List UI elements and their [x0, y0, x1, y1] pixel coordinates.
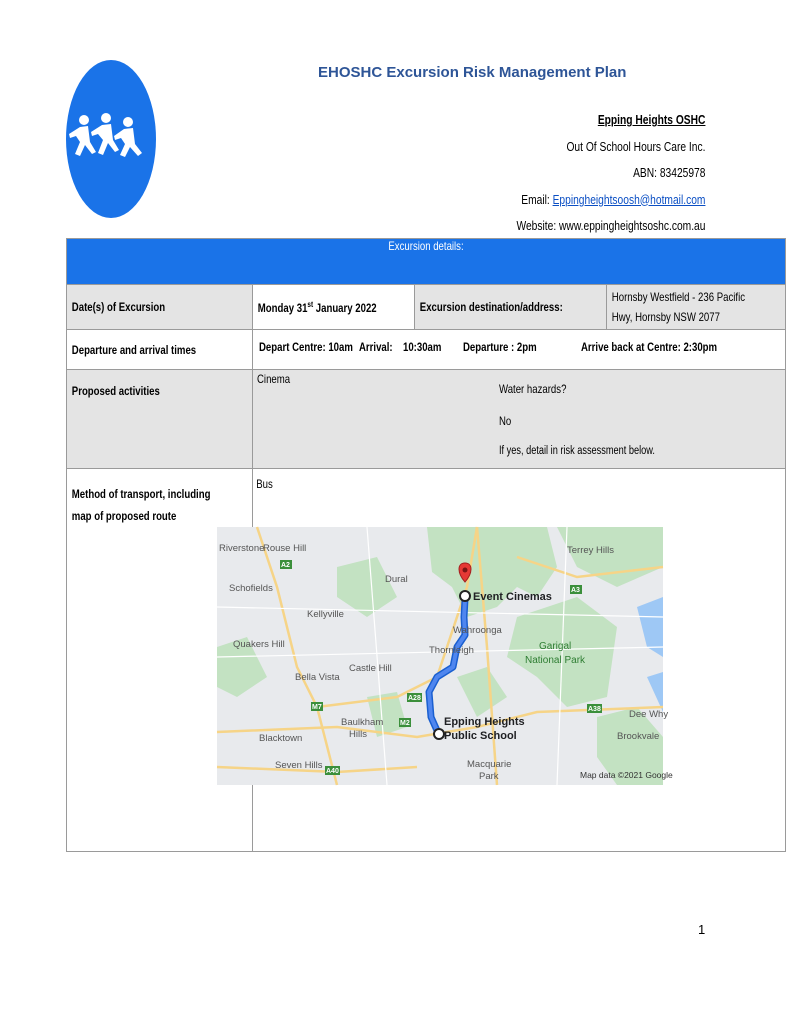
road-m2: M2 — [400, 720, 410, 727]
place-riverstone: Riverstone — [219, 543, 265, 554]
org-abn: ABN: 83425978 — [632, 166, 705, 180]
times-value-cell — [253, 330, 786, 370]
transport-value: Bus — [256, 477, 274, 491]
road-a28: A28 — [408, 695, 421, 702]
org-type: Out Of School Hours Care Inc. — [565, 139, 705, 154]
origin-marker[interactable] — [434, 729, 444, 739]
dates-value — [253, 300, 381, 315]
place-macquarie: Macquarie — [467, 759, 512, 770]
activities-label-cell — [67, 370, 253, 469]
road-a2: A2 — [281, 562, 290, 569]
road-m7: M7 — [312, 704, 322, 711]
map-attribution: Map data ©2021 Google — [580, 770, 673, 780]
activities-value-cell — [253, 370, 786, 469]
place-bella-vista: Bella Vista — [295, 672, 340, 683]
destination-line-1: Hornsby Westfield - 236 Pacific — [611, 290, 745, 304]
org-website: Website: www.eppingheightsoshc.com.au — [516, 219, 705, 233]
place-dee-why: Dee Why — [629, 709, 669, 720]
arrival-label: Arrival: — [359, 339, 393, 354]
dates-day: Monday 31 — [258, 300, 308, 315]
place-castle-hill: Castle Hill — [349, 663, 392, 674]
dates-value-cell — [253, 285, 415, 330]
destination-value-cell — [606, 285, 786, 330]
arrive-back-time: Arrive back at Centre: 2:30pm — [581, 339, 718, 354]
destination-dot — [460, 591, 470, 601]
dates-label-cell — [67, 285, 253, 330]
departure-time: Departure : 2pm — [463, 339, 537, 354]
destination-line-2: Hwy, Hornsby NSW 2077 — [611, 310, 720, 324]
transport-label — [67, 483, 215, 527]
depart-time: Depart Centre: 10am — [259, 339, 354, 354]
page-number: 1 — [698, 922, 706, 937]
water-hazards-question: Water hazards? — [499, 382, 567, 396]
running-children-logo — [66, 60, 156, 218]
times-label: Departure and arrival times — [71, 342, 197, 357]
place-quakers-hill: Quakers Hill — [233, 639, 285, 650]
place-rouse-hill: Rouse Hill — [263, 543, 307, 554]
place-hills: Hills — [349, 729, 367, 740]
org-name: Epping Heights OSHC — [597, 113, 705, 127]
email-link[interactable]: Eppingheightsoosh@hotmail.com — [552, 192, 705, 207]
arrival-time: 10:30am — [403, 339, 442, 354]
route-map[interactable] — [217, 527, 673, 785]
road-a40: A40 — [326, 768, 339, 775]
destination-value — [607, 287, 750, 327]
dates-label: Date(s) of Excursion — [71, 300, 166, 314]
activities-value: Cinema — [257, 372, 291, 386]
place-seven-hills: Seven Hills — [275, 760, 323, 771]
transport-label-line-2: map of proposed route — [71, 509, 177, 523]
page-title: EHOSHC Excursion Risk Management Plan — [318, 64, 627, 81]
times-label-cell — [67, 330, 253, 370]
section-header — [67, 239, 786, 285]
place-kellyville: Kellyville — [307, 609, 344, 620]
origin-label-line-1: Epping Heights — [444, 716, 525, 728]
place-wahroonga: Wahroonga — [453, 625, 502, 636]
place-brookvale: Brookvale — [617, 731, 660, 742]
place-thornleigh: Thornleigh — [429, 645, 474, 656]
water-hazards-note: If yes, detail in risk assessment below. — [499, 445, 656, 457]
pin-center — [463, 568, 468, 573]
place-dural: Dural — [385, 574, 408, 585]
road-a38: A38 — [588, 706, 601, 713]
place-blacktown: Blacktown — [259, 733, 303, 744]
road-a3: A3 — [571, 587, 580, 594]
place-schofields: Schofields — [229, 583, 273, 594]
destination-label-cell — [414, 285, 606, 330]
dates-month: January 2022 — [313, 300, 377, 315]
section-title: Excursion details: — [388, 239, 464, 253]
activities-label: Proposed activities — [71, 384, 160, 398]
destination-label: Event Cinemas — [473, 591, 552, 603]
organisation-details — [516, 110, 705, 243]
place-park: Park — [479, 771, 499, 782]
transport-label-line-1: Method of transport, including — [71, 487, 211, 501]
place-terrey-hills: Terrey Hills — [567, 545, 614, 556]
place-garigal: Garigal — [539, 641, 572, 652]
place-national-park: National Park — [525, 655, 586, 666]
email-label: Email: — [520, 192, 553, 207]
destination-label: Excursion destination/address: — [419, 300, 563, 314]
dates-sup: st — [307, 299, 314, 309]
water-hazards-answer: No — [499, 414, 512, 428]
org-email-line — [516, 190, 705, 217]
origin-label-line-2: Public School — [444, 730, 517, 742]
place-baulkham: Baulkham — [341, 717, 384, 728]
